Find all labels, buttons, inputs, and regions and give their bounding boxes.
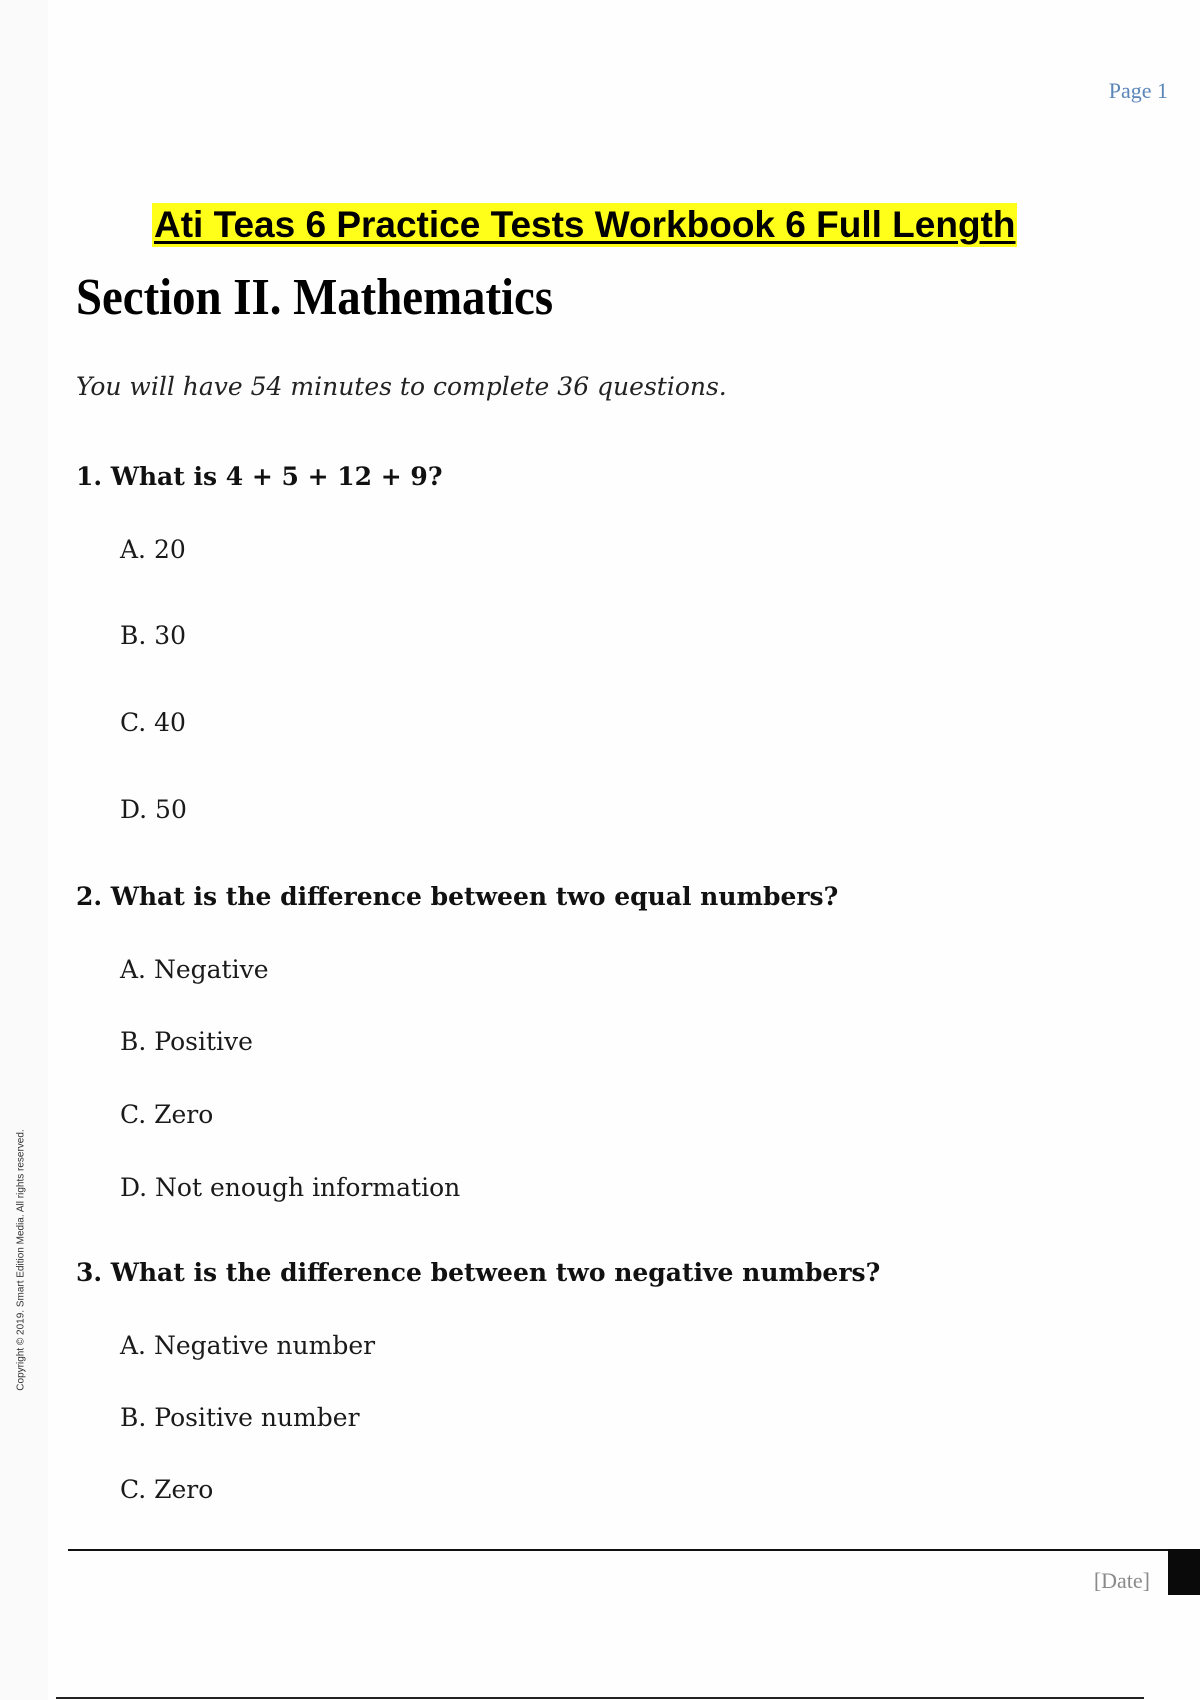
footer-divider (68, 1549, 1170, 1551)
document-title: Ati Teas 6 Practice Tests Workbook 6 Full Length (154, 204, 1016, 245)
question-2-option-a: A. Negative (120, 955, 269, 984)
question-1-option-c: C. 40 (120, 708, 186, 737)
question-1-option-b: B. 30 (120, 621, 187, 650)
question-1-option-d: D. 50 (120, 795, 187, 824)
question-3-option-c: C. Zero (120, 1475, 214, 1504)
instructions-text: You will have 54 minutes to complete 36 questions. (76, 372, 727, 401)
section-heading: Section II. Mathematics (76, 269, 554, 326)
question-2-option-b: B. Positive (120, 1027, 253, 1056)
question-2-option-d: D. Not enough information (120, 1173, 461, 1202)
question-1: 1. What is 4 + 5 + 12 + 9? (76, 462, 443, 491)
page-bottom-divider (56, 1697, 1144, 1699)
footer-accent-block (1168, 1549, 1200, 1595)
copyright-notice: Copyright © 2019. Smart Edition Media. All rights reserved. (15, 1129, 27, 1391)
question-3: 3. What is the difference between two negative numbers? (76, 1258, 881, 1287)
question-1-option-a: A. 20 (120, 535, 186, 564)
footer-date: [Date] (1093, 1568, 1150, 1593)
question-2-option-c: C. Zero (120, 1100, 214, 1129)
page-margin (0, 0, 48, 1700)
question-3-option-a: A. Negative number (120, 1331, 376, 1360)
question-3-option-b: B. Positive number (120, 1403, 360, 1432)
page-number: Page 1 (1108, 78, 1168, 103)
question-2: 2. What is the difference between two equal numbers? (76, 882, 839, 911)
